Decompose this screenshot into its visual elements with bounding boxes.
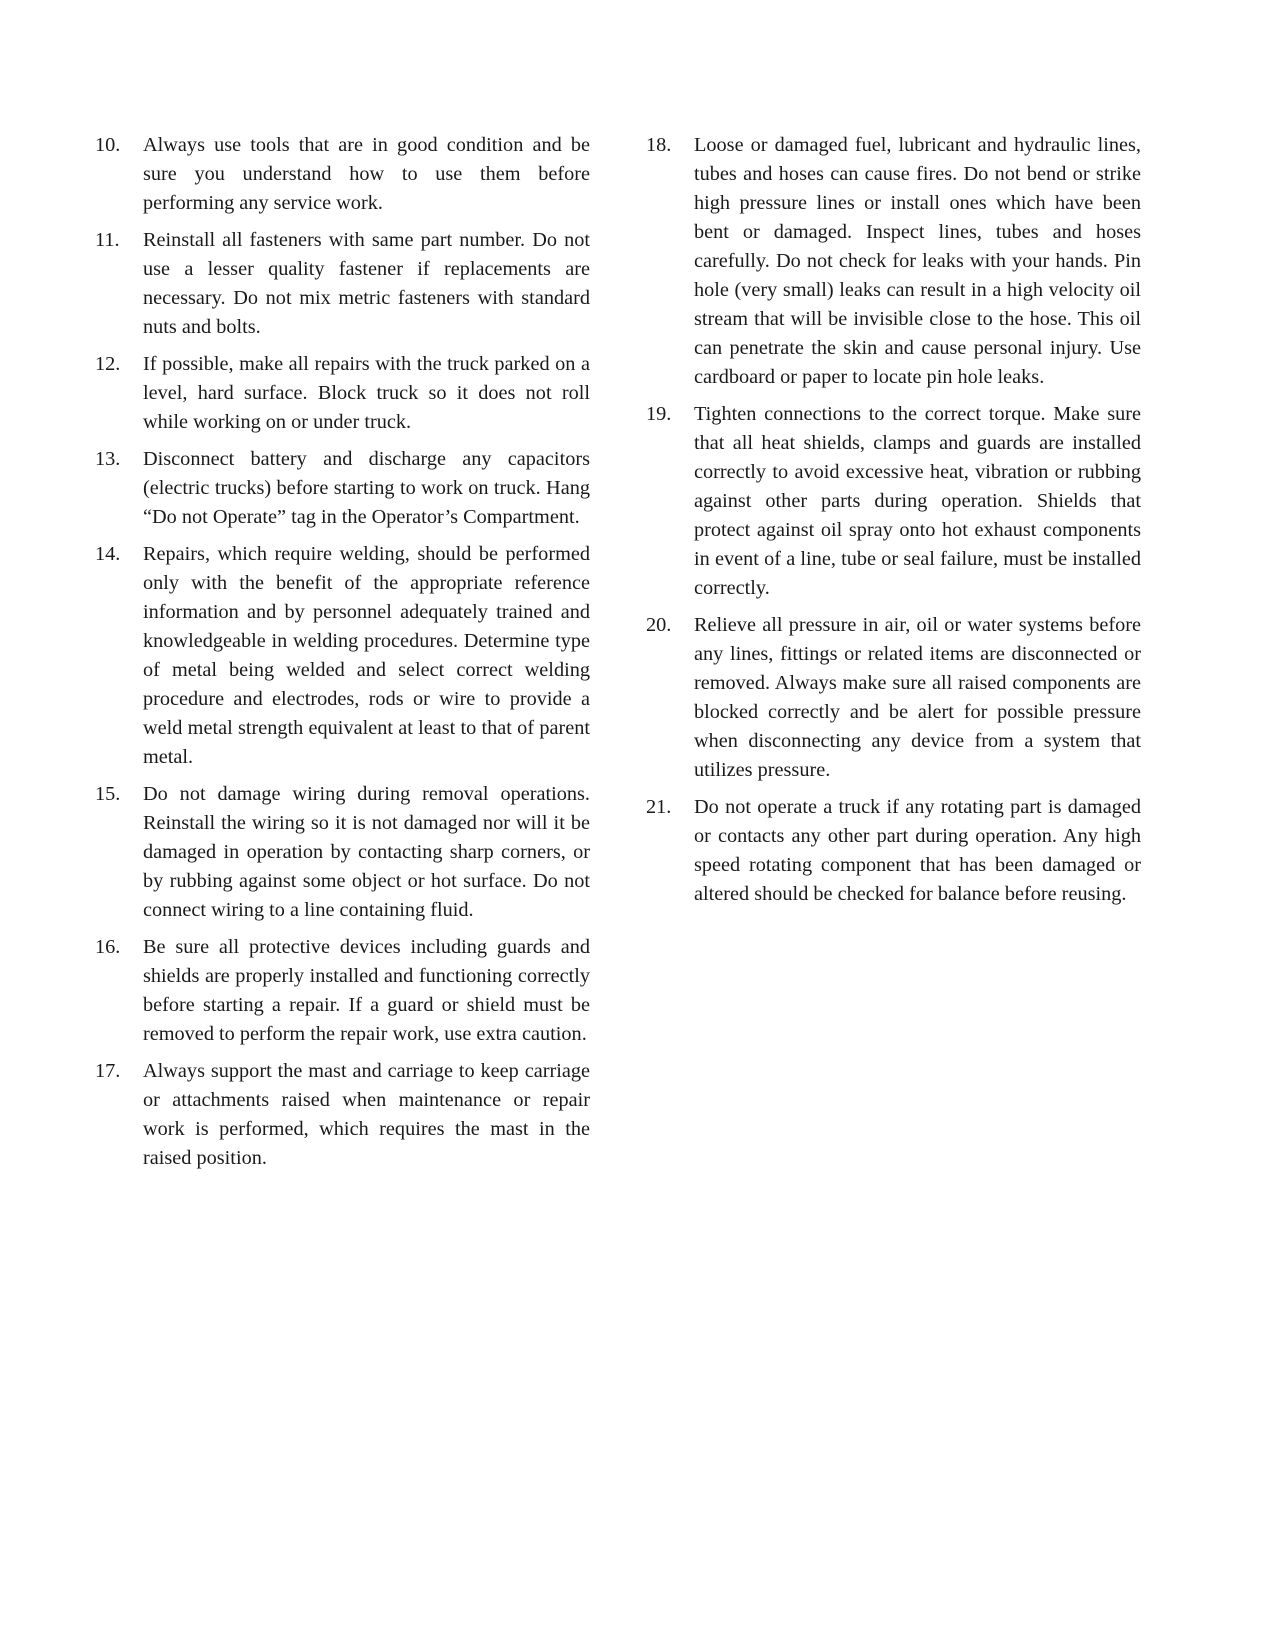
- item-text: Tighten connections to the correct torque. Make sure that all heat shields, clamps and guards are installed correctly to avoid excessive heat, vibration or rubbing against other parts during operation. Shields that protect against oil spray onto hot exhaust components in event of a line, tube or seal failure, must be installed correctly.: [694, 403, 1141, 599]
- item-text: Always support the mast and carriage to keep carriage or attachments raised when maintenance or repair work is performed, which requires the mast in the raised position.: [143, 1060, 590, 1169]
- item-number: 18.: [646, 134, 672, 156]
- list-item: [95, 445, 590, 532]
- item-number: 10.: [95, 134, 121, 156]
- item-text: Loose or damaged fuel, lubricant and hydraulic lines, tubes and hoses can cause fires. Do not bend or strike high pressure lines or install ones which have been bent or damaged. Inspect lines, tubes and hoses carefully. Do not check for leaks with your hands. Pin hole (very small) leaks can result in a high velocity oil stream that will be invisible close to the hose. This oil can penetrate the skin and cause personal injury. Use cardboard or paper to locate pin hole leaks.: [694, 134, 1141, 388]
- item-text: Do not damage wiring during removal operations. Reinstall the wiring so it is not damaged nor will it be damaged in operation by contacting sharp corners, or by rubbing against some object or hot surface. Do not connect wiring to a line containing fluid.: [143, 783, 590, 921]
- list-item: [646, 793, 1141, 909]
- item-text: Do not operate a truck if any rotating part is damaged or contacts any other part during operation. Any high speed rotating component that has been damaged or altered should be checked for balance before reusing.: [694, 796, 1141, 905]
- list-item: [95, 540, 590, 772]
- item-number: 17.: [95, 1060, 121, 1082]
- item-text: Relieve all pressure in air, oil or water systems before any lines, fittings or related items are disconnected or removed. Always make sure all raised components are blocked correctly and be alert for possible pressure when disconnecting any device from a system that utilizes pressure.: [694, 614, 1141, 781]
- item-number: 11.: [95, 229, 120, 251]
- list-item: [95, 350, 590, 437]
- item-text: Always use tools that are in good condition and be sure you understand how to use them before performing any service work.: [143, 134, 590, 214]
- list-item: [95, 780, 590, 925]
- left-column: [95, 131, 590, 1181]
- right-column: [646, 131, 1141, 917]
- item-number: 14.: [95, 543, 121, 565]
- item-text: Be sure all protective devices including guards and shields are properly installed and functioning correctly before starting a repair. If a guard or shield must be removed to perform the repair work, use extra caution.: [143, 936, 590, 1045]
- item-number: 15.: [95, 783, 121, 805]
- item-number: 13.: [95, 448, 121, 470]
- item-number: 20.: [646, 614, 672, 636]
- list-item: [95, 1057, 590, 1173]
- list-item: [95, 131, 590, 218]
- item-text: Disconnect battery and discharge any capacitors (electric trucks) before starting to work on truck. Hang “Do not Operate” tag in the Operator’s Compartment.: [143, 448, 590, 528]
- item-number: 21.: [646, 796, 672, 818]
- list-item: [646, 400, 1141, 603]
- list-item: [646, 131, 1141, 392]
- item-text: If possible, make all repairs with the truck parked on a level, hard surface. Block truck so it does not roll while working on or under truck.: [143, 353, 590, 433]
- item-number: 16.: [95, 936, 121, 958]
- list-item: [646, 611, 1141, 785]
- item-number: 19.: [646, 403, 672, 425]
- list-item: [95, 933, 590, 1049]
- item-text: Repairs, which require welding, should be performed only with the benefit of the appropriate reference information and by personnel adequately trained and knowledgeable in welding procedures. Determine type of metal being welded and select correct welding procedure and electrodes, rods or wire to provide a weld metal strength equivalent at least to that of parent metal.: [143, 543, 590, 768]
- item-text: Reinstall all fasteners with same part number. Do not use a lesser quality fastener if replacements are necessary. Do not mix metric fasteners with standard nuts and bolts.: [143, 229, 590, 338]
- item-number: 12.: [95, 353, 121, 375]
- list-item: [95, 226, 590, 342]
